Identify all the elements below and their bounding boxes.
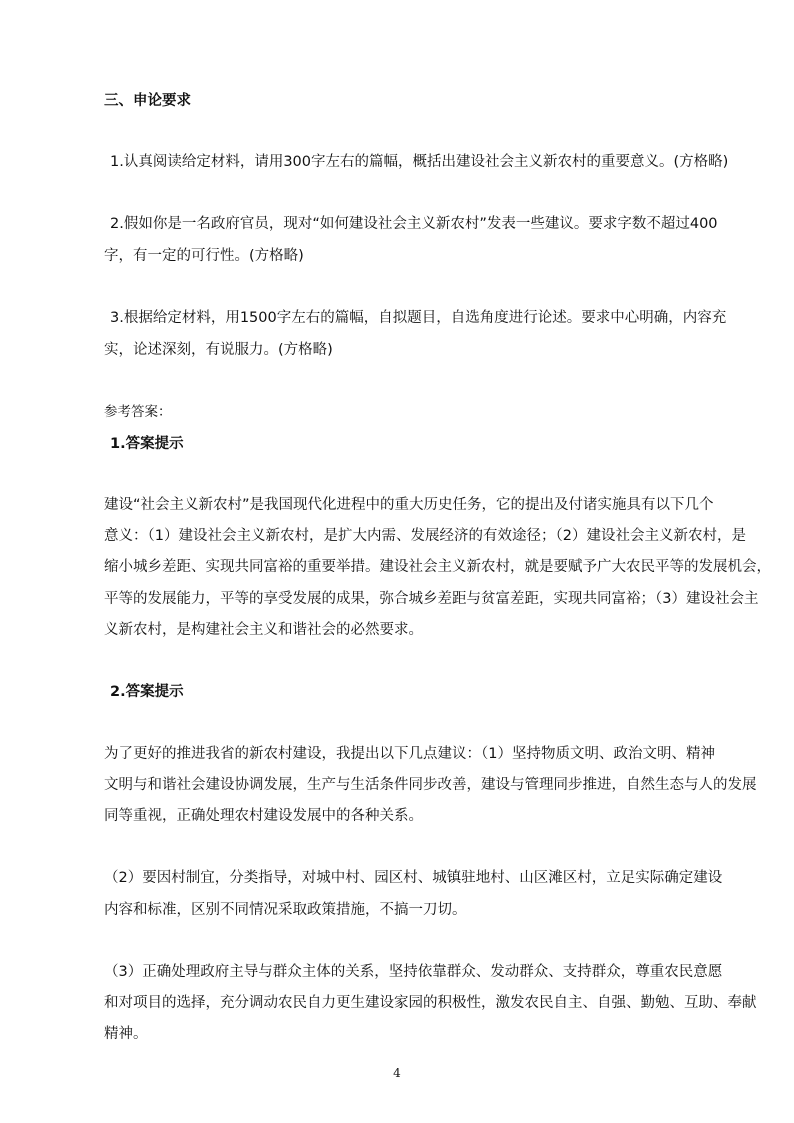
answer-1-line-1: 建设“社会主义新农村”是我国现代化进程中的重大历史任务，它的提出及付诸实施具有以下几个 (104, 497, 714, 513)
requirement-2-line-1: 2.假如你是一名政府官员，现对“如何建设社会主义新农村”发表一些建议。要求字数不超过400 (110, 216, 718, 232)
requirement-1-line-1: 1.认真阅读给定材料，请用300字左右的篇幅，概括出建设社会主义新农村的重要意义。(方格略) (110, 154, 729, 170)
answer-2-p3-line-1: （3）正确处理政府主导与群众主体的关系，坚持依靠群众、发动群众、支持群众，尊重农民意愿 (104, 964, 723, 980)
answer-1-line-4: 平等的发展能力，平等的享受发展的成果，弥合城乡差距与贫富差距，实现共同富裕；（3）建设社会主 (104, 591, 759, 607)
requirement-2-line-2: 字，有一定的可行性。(方格略) (104, 248, 304, 264)
answer-label: 参考答案： (104, 404, 172, 420)
page-number: 4 (393, 1066, 401, 1080)
answer-2-p2-line-2: 内容和标准，区别不同情况采取政策措施，不搞一刀切。 (104, 902, 467, 918)
answer-1-line-2: 意义：（1）建设社会主义新农村，是扩大内需、发展经济的有效途径；（2）建设社会主义新农村，是 (104, 528, 746, 544)
answer-1-line-3: 缩小城乡差距、实现共同富裕的重要举措。建设社会主义新农村，就是要赋予广大农民平等的发展机会， (104, 559, 771, 575)
answer-2-p1-line-3: 同等重视，正确处理农村建设发展中的各种关系。 (104, 808, 423, 824)
section-heading: 三、申论要求 (104, 93, 191, 109)
answer-2-heading: 2.答案提示 (110, 684, 184, 700)
answer-2-p3-line-2: 和对项目的选择，充分调动农民自力更生建设家园的积极性，激发农民自主、自强、勤勉、互助、奉献 (104, 995, 757, 1011)
answer-1-heading: 1.答案提示 (110, 436, 184, 452)
answer-2-p1-line-2: 文明与和谐社会建设协调发展，生产与生活条件同步改善，建设与管理同步推进，自然生态与人的发展 (104, 777, 757, 793)
requirement-3-line-2: 实，论述深刻，有说服力。(方格略) (104, 342, 333, 358)
answer-2-p1-line-1: 为了更好的推进我省的新农村建设，我提出以下几点建议：（1）坚持物质文明、政治文明、精神 (104, 746, 715, 762)
answer-2-p3-line-3: 精神。 (104, 1026, 148, 1042)
answer-1-line-5: 义新农村，是构建社会主义和谐社会的必然要求。 (104, 622, 423, 638)
requirement-3-line-1: 3.根据给定材料，用1500字左右的篇幅，自拟题目，自选角度进行论述。要求中心明确，内容充 (110, 310, 727, 326)
answer-2-p2-line-1: （2）要因村制宜，分类指导，对城中村、园区村、城镇驻地村、山区滩区村，立足实际确定建设 (104, 870, 723, 886)
